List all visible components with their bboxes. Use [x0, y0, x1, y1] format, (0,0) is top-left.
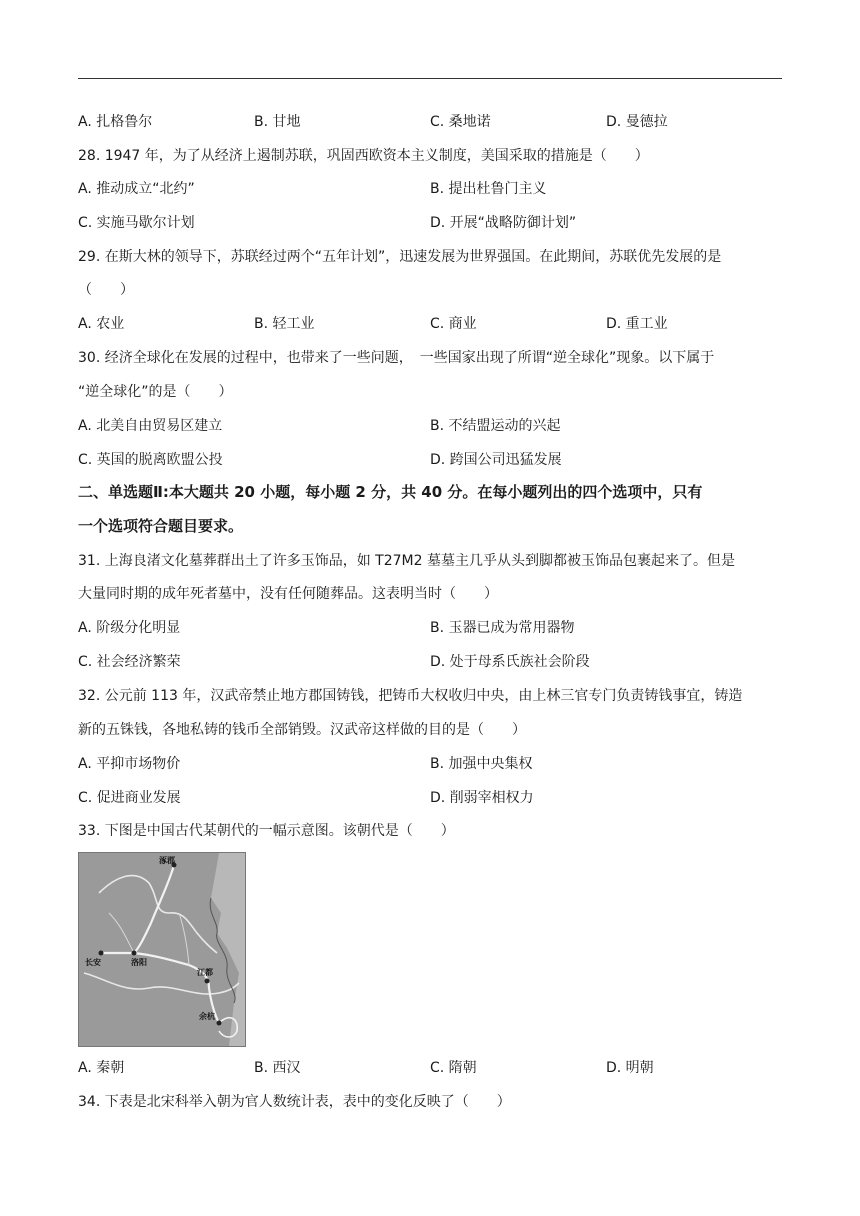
- map-label-luoyang: 洛阳: [131, 958, 147, 967]
- q27-option-a[interactable]: A. 扎格鲁尔: [78, 114, 153, 130]
- q28-option-a[interactable]: A. 推动成立“北约”: [78, 181, 195, 197]
- q29-option-c[interactable]: C. 商业: [430, 316, 477, 332]
- q27-option-b[interactable]: B. 甘地: [254, 114, 301, 130]
- q32-option-a[interactable]: A. 平抑市场物价: [78, 756, 181, 772]
- q32-option-d[interactable]: D. 削弱宰相权力: [430, 790, 534, 806]
- q29-stem-line2: （ ）: [78, 282, 134, 298]
- q29-option-d[interactable]: D. 重工业: [606, 316, 668, 332]
- q29-option-b[interactable]: B. 轻工业: [254, 316, 315, 332]
- map-label-changan: 长安: [85, 958, 101, 967]
- section2-heading-line1: 二、单选题Ⅱ:本大题共 20 小题，每小题 2 分，共 40 分。在每小题列出的四个选项中，只有: [78, 483, 703, 501]
- q30-stem-line2: “逆全球化”的是（ ）: [78, 384, 233, 400]
- q33-stem: 33. 下图是中国古代某朝代的一幅示意图。该朝代是（ ）: [78, 823, 455, 839]
- q30-option-b[interactable]: B. 不结盟运动的兴起: [430, 418, 561, 434]
- map-drawing: [79, 853, 245, 1046]
- q30-option-c[interactable]: C. 英国的脱离欧盟公投: [78, 452, 223, 468]
- map-label-zhuojun: 涿郡: [159, 856, 175, 865]
- q32-stem-line2: 新的五铢钱，各地私铸的钱币全部销毁。汉武帝这样做的目的是（ ）: [78, 722, 526, 738]
- q28-option-d[interactable]: D. 开展“战略防御计划”: [430, 215, 577, 231]
- header-rule: [78, 78, 782, 79]
- q27-option-c[interactable]: C. 桑地诺: [430, 114, 491, 130]
- q32-option-c[interactable]: C. 促进商业发展: [78, 790, 181, 806]
- q30-option-a[interactable]: A. 北美自由贸易区建立: [78, 418, 223, 434]
- map-label-jiangdu: 江都: [197, 968, 213, 977]
- q31-option-b[interactable]: B. 玉器已成为常用器物: [430, 620, 575, 636]
- q30-option-d[interactable]: D. 跨国公司迅猛发展: [430, 452, 562, 468]
- map-label-yuhang: 余杭: [199, 1012, 215, 1021]
- q33-option-b[interactable]: B. 西汉: [254, 1060, 301, 1076]
- section2-heading-line2: 一个选项符合题目要求。: [78, 517, 244, 535]
- q31-stem-line2: 大量同时期的成年死者墓中，没有任何随葬品。这表明当时（ ）: [78, 586, 498, 602]
- q31-stem-line1: 31. 上海良渚文化墓葬群出土了许多玉饰品，如 T27M2 墓墓主几乎从头到脚都被玉饰品包裹起来了。但是: [78, 553, 735, 569]
- q33-option-d[interactable]: D. 明朝: [606, 1060, 654, 1076]
- q34-stem: 34. 下表是北宋科举入朝为官人数统计表，表中的变化反映了（ ）: [78, 1094, 511, 1110]
- q31-option-c[interactable]: C. 社会经济繁荣: [78, 654, 181, 670]
- q33-option-a[interactable]: A. 秦朝: [78, 1060, 125, 1076]
- q32-option-b[interactable]: B. 加强中央集权: [430, 756, 533, 772]
- q28-option-b[interactable]: B. 提出杜鲁门主义: [430, 181, 547, 197]
- q30-stem-line1: 30. 经济全球化在发展的过程中，也带来了一些问题， 一些国家出现了所谓“逆全球化”现象。以下属于: [78, 350, 715, 366]
- q31-option-a[interactable]: A. 阶级分化明显: [78, 620, 181, 636]
- q29-option-a[interactable]: A. 农业: [78, 316, 125, 332]
- q28-stem: 28. 1947 年，为了从经济上遏制苏联，巩固西欧资本主义制度，美国采取的措施是（ ）: [78, 148, 649, 164]
- dynasty-map-image: [78, 852, 246, 1047]
- q31-option-d[interactable]: D. 处于母系氏族社会阶段: [430, 654, 590, 670]
- q32-stem-line1: 32. 公元前 113 年，汉武帝禁止地方郡国铸钱，把铸币大权收归中央，由上林三官专门负责铸钱事宜，铸造: [78, 688, 743, 704]
- q29-stem-line1: 29. 在斯大林的领导下，苏联经过两个“五年计划”，迅速发展为世界强国。在此期间，苏联优先发展的是: [78, 249, 722, 265]
- q33-option-c[interactable]: C. 隋朝: [430, 1060, 477, 1076]
- q27-option-d[interactable]: D. 曼德拉: [606, 114, 668, 130]
- q28-option-c[interactable]: C. 实施马歇尔计划: [78, 215, 195, 231]
